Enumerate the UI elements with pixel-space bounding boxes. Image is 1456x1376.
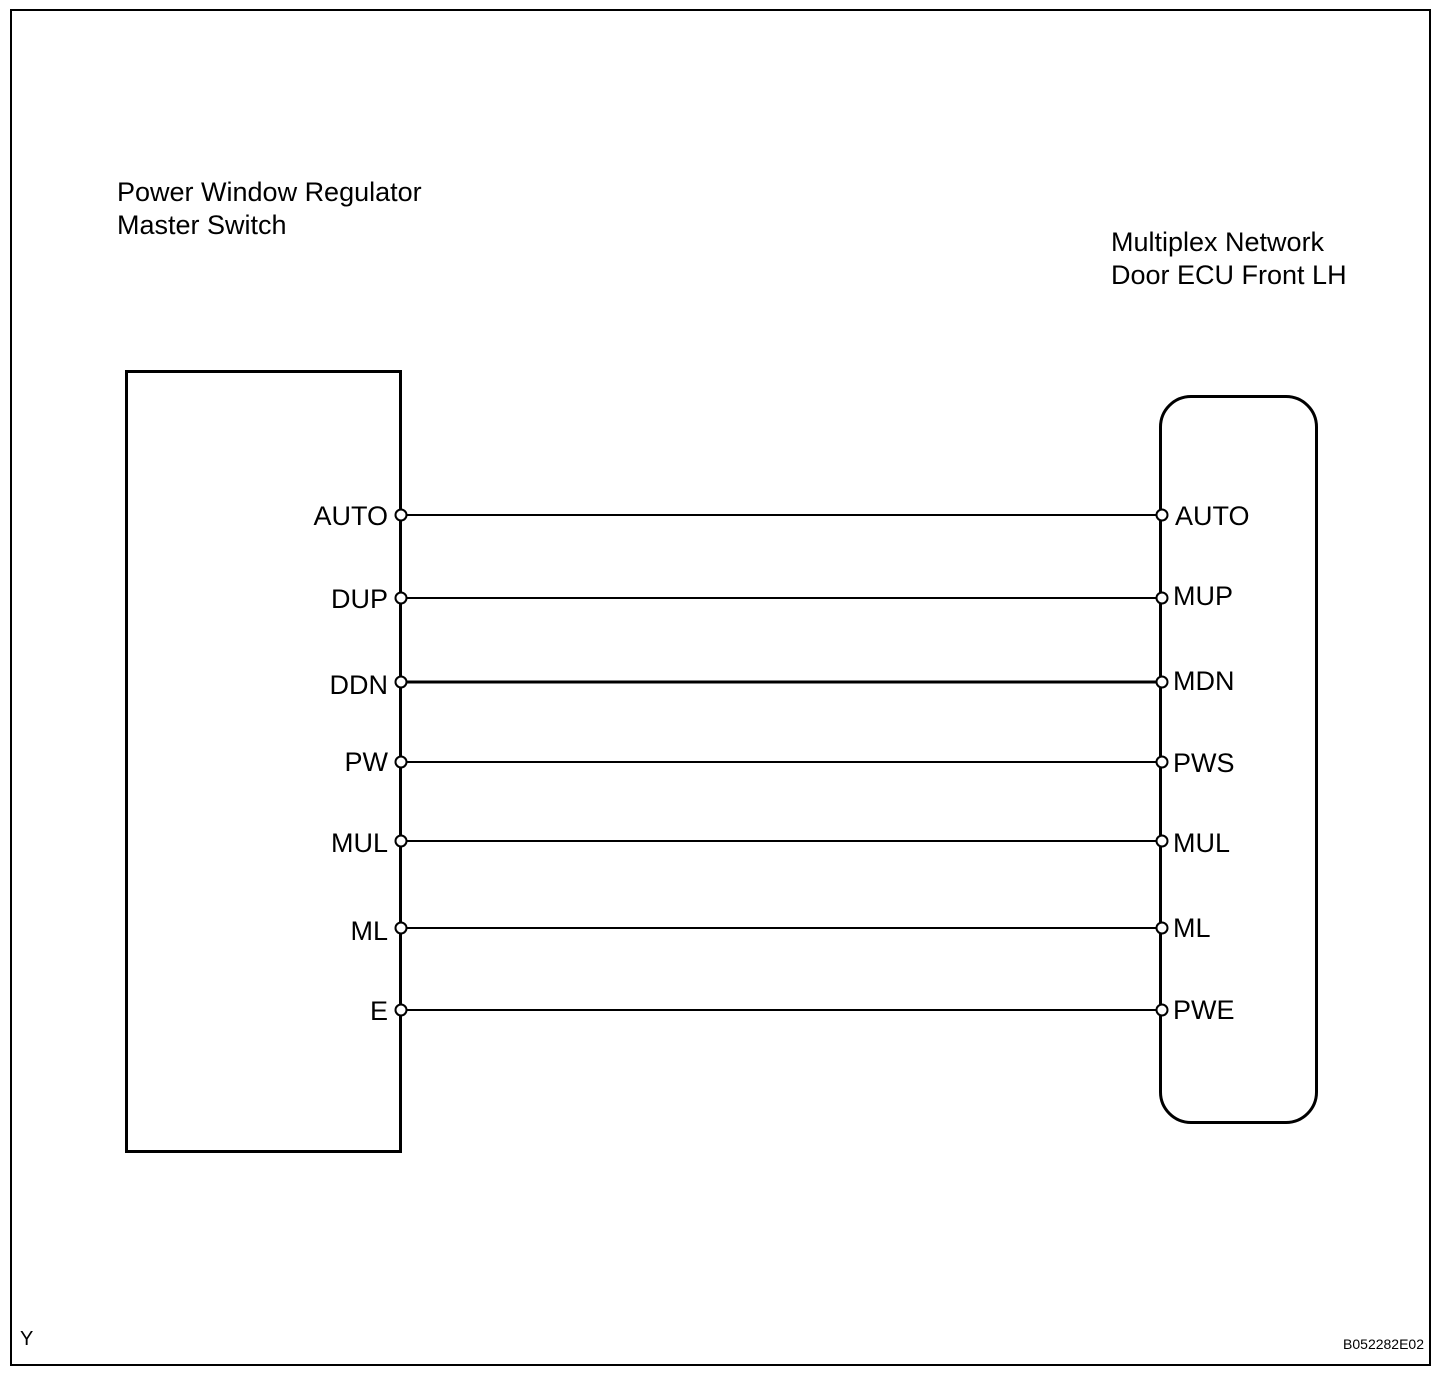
switch-pin-label-dup: DUP (330, 584, 388, 614)
ecu-pin-label-pwe: PWE (1173, 995, 1235, 1025)
master-switch-title-line1: Power Window Regulator (117, 177, 422, 207)
switch-pin-label-mul: MUL (330, 828, 388, 858)
ecu-terminal-auto (1157, 510, 1168, 521)
switch-terminal-pw (396, 757, 407, 768)
switch-pin-label-auto: AUTO (313, 501, 388, 531)
ecu-terminal-mdn (1157, 677, 1168, 688)
ecu-terminal-pwe (1157, 1005, 1168, 1016)
switch-terminal-mul (396, 836, 407, 847)
switch-terminal-ml (396, 923, 407, 934)
switch-terminal-auto (396, 510, 407, 521)
ecu-pin-label-mul: MUL (1173, 828, 1231, 858)
ecu-terminal-pws (1157, 757, 1168, 768)
ecu-pin-label-pws: PWS (1173, 748, 1235, 778)
master-switch-title-line2: Master Switch (117, 210, 287, 240)
footer-left-code: Y (20, 1328, 34, 1350)
switch-pin-label-e: E (369, 996, 388, 1026)
ecu-pin-label-ml: ML (1173, 913, 1211, 943)
switch-terminal-ddn (396, 677, 407, 688)
ecu-pin-label-auto: AUTO (1175, 501, 1250, 531)
ecu-pin-label-mup: MUP (1173, 581, 1233, 611)
ecu-terminal-ml (1157, 923, 1168, 934)
ecu-terminal-mul (1157, 836, 1168, 847)
door-ecu-title-line2: Door ECU Front LH (1111, 260, 1347, 290)
switch-pin-label-ml: ML (350, 916, 388, 946)
footer-figure-code: B052282E02 (1343, 1336, 1424, 1352)
switch-pin-label-pw: PW (344, 747, 388, 777)
ecu-pin-label-mdn: MDN (1173, 666, 1235, 696)
ecu-terminal-mup (1157, 593, 1168, 604)
switch-terminal-e (396, 1005, 407, 1016)
switch-terminal-dup (396, 593, 407, 604)
switch-pin-label-ddn: DDN (329, 670, 388, 700)
door-ecu-title-line1: Multiplex Network (1111, 227, 1325, 257)
